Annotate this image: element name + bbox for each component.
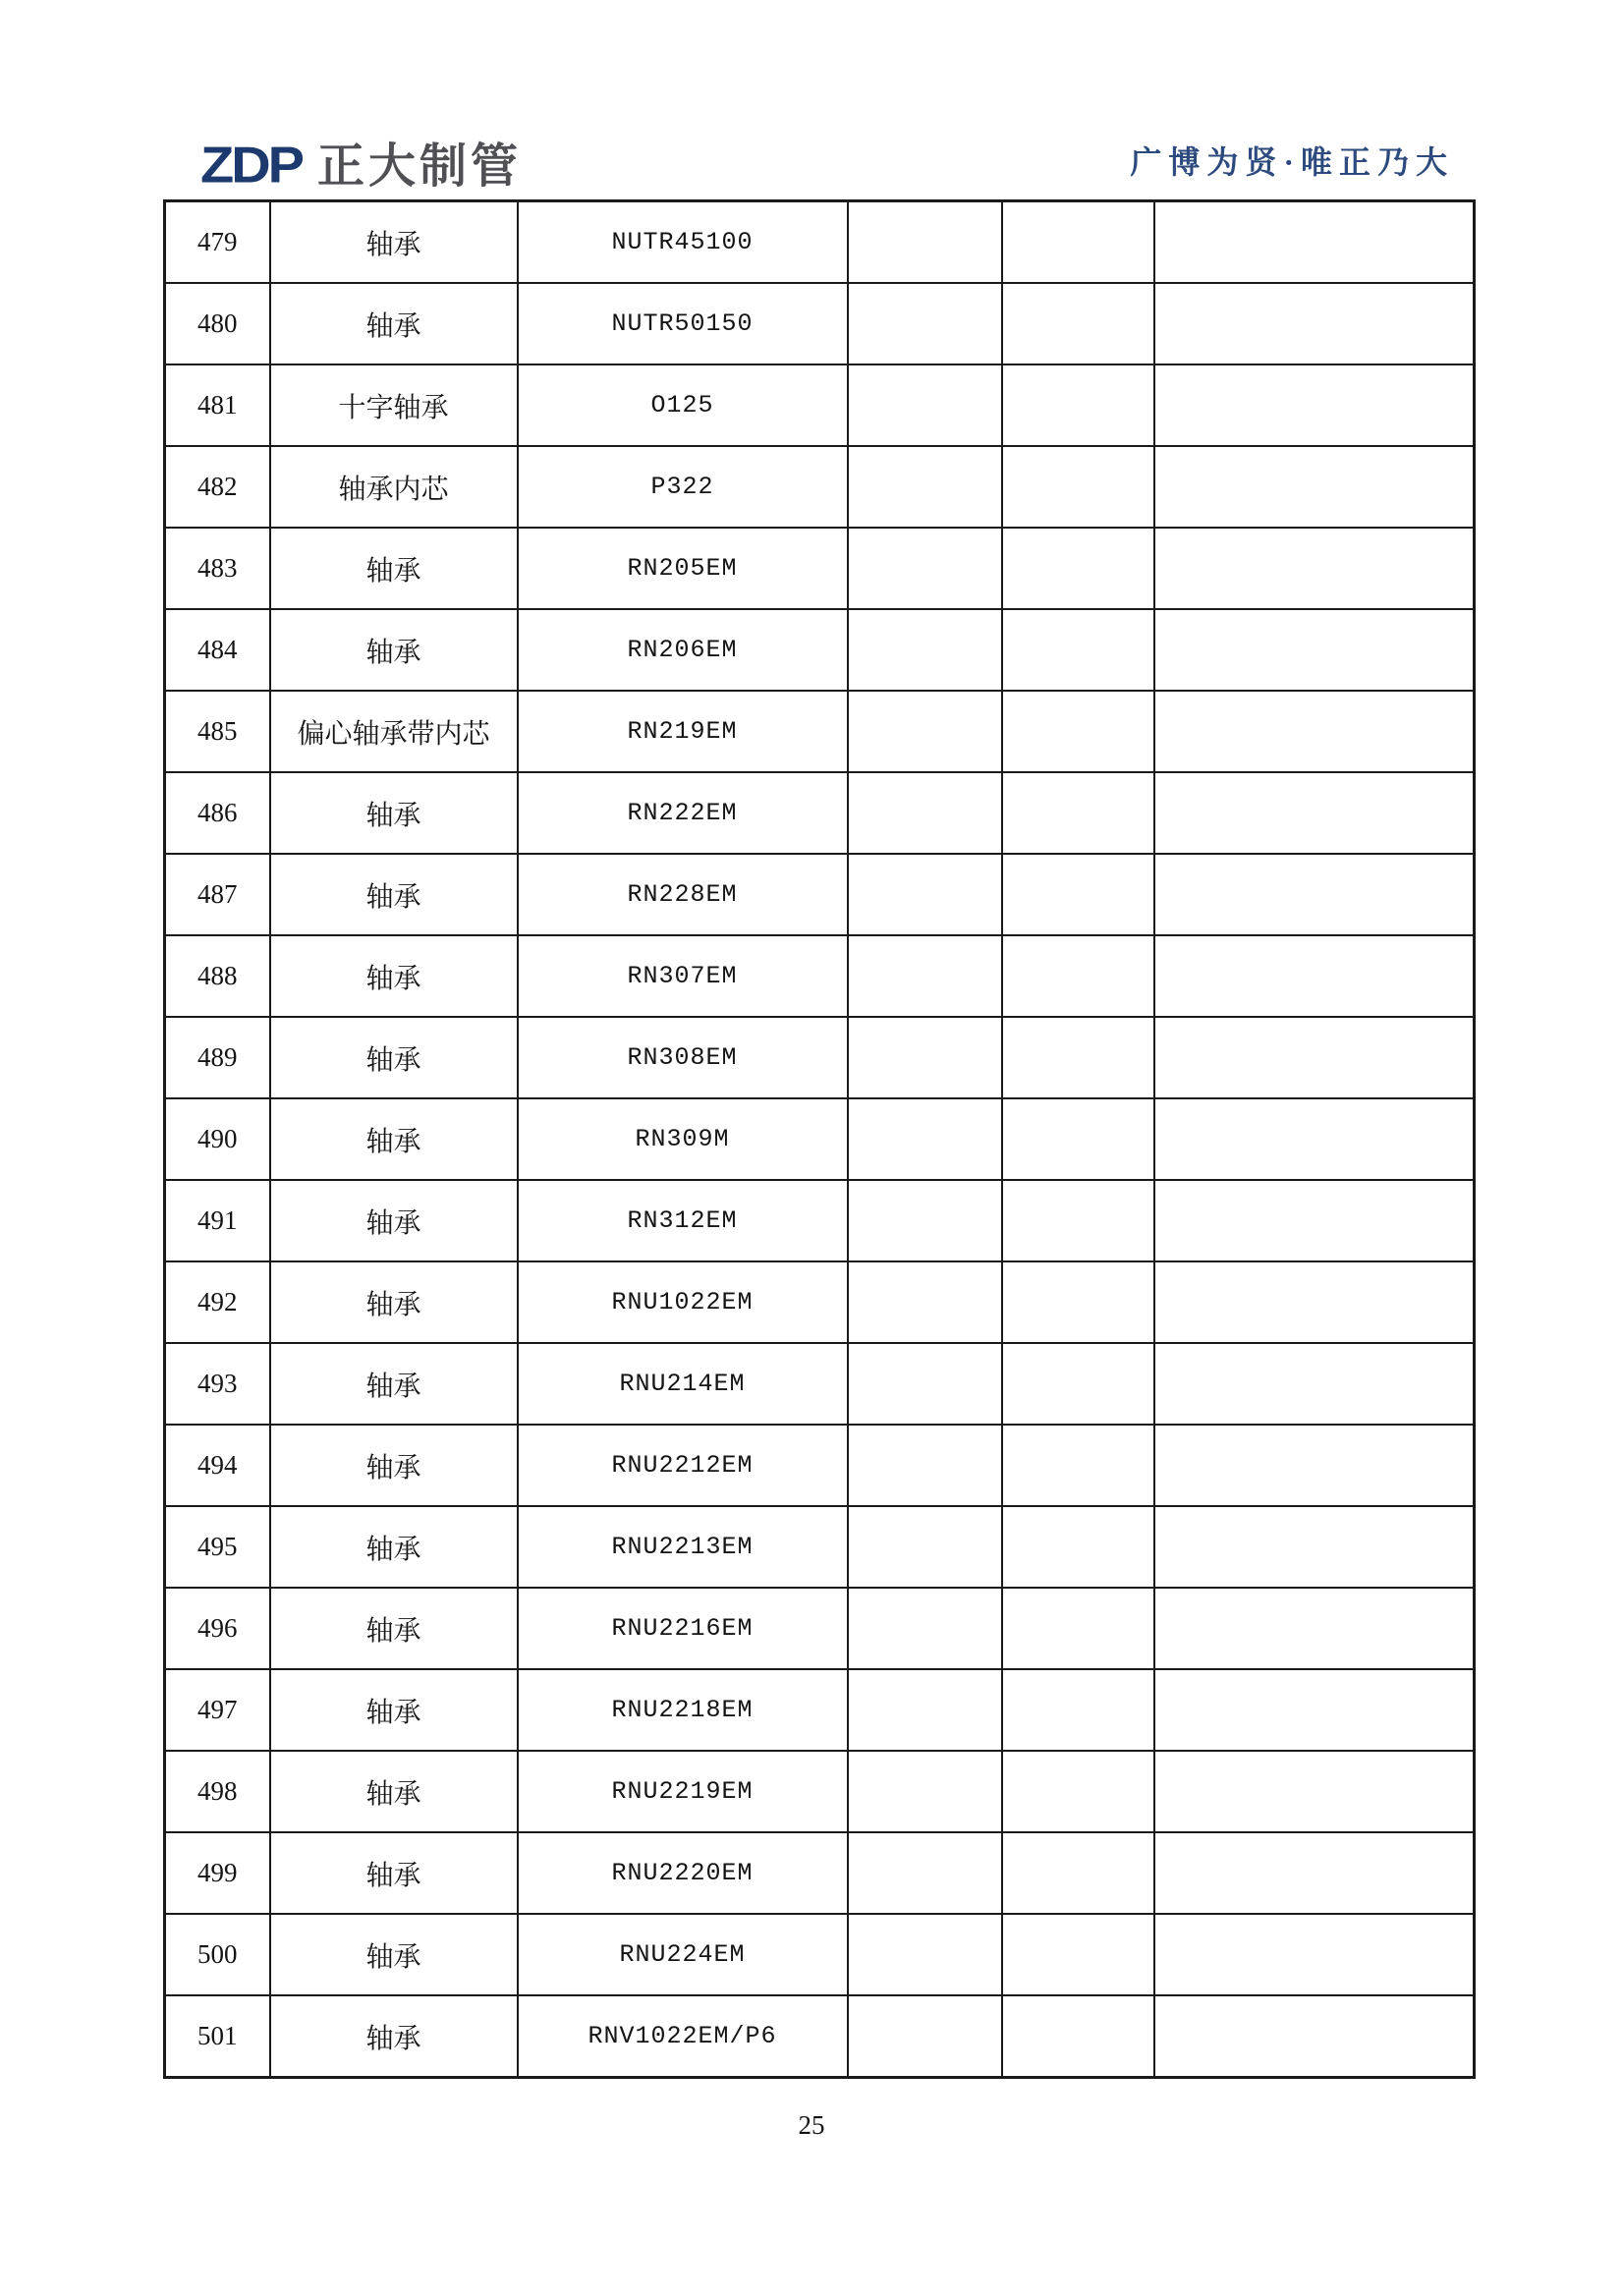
table-row <box>165 1343 1475 1425</box>
table-row <box>165 1588 1475 1669</box>
row-number-cell: 487 <box>165 854 270 935</box>
table-row <box>165 446 1475 528</box>
empty-cell <box>1154 283 1475 364</box>
empty-cell <box>848 1017 1002 1098</box>
table-row <box>165 609 1475 691</box>
model-cell: RNU2212EM <box>518 1425 848 1506</box>
empty-cell <box>1154 1832 1475 1914</box>
model-cell: RN312EM <box>518 1180 848 1261</box>
item-name-cell: 轴承 <box>270 854 518 935</box>
table-row <box>165 201 1475 284</box>
parts-table <box>163 199 1476 2079</box>
empty-cell <box>1154 528 1475 609</box>
empty-cell <box>1154 1017 1475 1098</box>
empty-cell <box>1154 1098 1475 1180</box>
empty-cell <box>1002 364 1154 446</box>
item-name-cell: 偏心轴承带内芯 <box>270 691 518 772</box>
item-name-cell: 轴承 <box>270 1425 518 1506</box>
item-name-cell: 轴承 <box>270 1669 518 1751</box>
model-cell: RN309M <box>518 1098 848 1180</box>
table-row <box>165 1017 1475 1098</box>
empty-cell <box>848 364 1002 446</box>
row-number-cell: 485 <box>165 691 270 772</box>
empty-cell <box>1002 283 1154 364</box>
empty-cell <box>1002 201 1154 284</box>
item-name-cell: 十字轴承 <box>270 364 518 446</box>
model-cell: RN205EM <box>518 528 848 609</box>
table-row <box>165 1832 1475 1914</box>
empty-cell <box>848 691 1002 772</box>
empty-cell <box>1002 1425 1154 1506</box>
table-row <box>165 1995 1475 2078</box>
row-number-cell: 501 <box>165 1995 270 2078</box>
item-name-cell: 轴承 <box>270 935 518 1017</box>
empty-cell <box>1154 935 1475 1017</box>
empty-cell <box>1154 1588 1475 1669</box>
item-name-cell: 轴承 <box>270 1995 518 2078</box>
table-row <box>165 1506 1475 1588</box>
empty-cell <box>1002 1832 1154 1914</box>
empty-cell <box>1154 201 1475 284</box>
empty-cell <box>1002 528 1154 609</box>
row-number-cell: 498 <box>165 1751 270 1832</box>
model-cell: RNU1022EM <box>518 1261 848 1343</box>
header-slogan: 广博为贤·唯正乃大 <box>1130 144 1454 180</box>
table-row <box>165 772 1475 854</box>
empty-cell <box>1002 1261 1154 1343</box>
empty-cell <box>848 1588 1002 1669</box>
item-name-cell: 轴承 <box>270 528 518 609</box>
row-number-cell: 490 <box>165 1098 270 1180</box>
empty-cell <box>1154 1995 1475 2078</box>
row-number-cell: 499 <box>165 1832 270 1914</box>
empty-cell <box>1154 1751 1475 1832</box>
item-name-cell: 轴承内芯 <box>270 446 518 528</box>
table-row <box>165 283 1475 364</box>
empty-cell <box>848 1751 1002 1832</box>
item-name-cell: 轴承 <box>270 283 518 364</box>
table-row <box>165 1180 1475 1261</box>
empty-cell <box>1154 1914 1475 1995</box>
model-cell: RN206EM <box>518 609 848 691</box>
row-number-cell: 493 <box>165 1343 270 1425</box>
row-number-cell: 481 <box>165 364 270 446</box>
row-number-cell: 496 <box>165 1588 270 1669</box>
empty-cell <box>1154 609 1475 691</box>
table-row <box>165 528 1475 609</box>
table-row <box>165 1669 1475 1751</box>
empty-cell <box>1002 446 1154 528</box>
model-cell: O125 <box>518 364 848 446</box>
page-number: 25 <box>798 2110 825 2140</box>
empty-cell <box>1002 1180 1154 1261</box>
table-row <box>165 935 1475 1017</box>
model-cell: NUTR45100 <box>518 201 848 284</box>
empty-cell <box>848 935 1002 1017</box>
model-cell: RN228EM <box>518 854 848 935</box>
empty-cell <box>848 446 1002 528</box>
empty-cell <box>1154 691 1475 772</box>
empty-cell <box>1002 1098 1154 1180</box>
empty-cell <box>848 1995 1002 2078</box>
row-number-cell: 488 <box>165 935 270 1017</box>
empty-cell <box>1002 1588 1154 1669</box>
empty-cell <box>1154 1343 1475 1425</box>
empty-cell <box>1002 691 1154 772</box>
model-cell: RN307EM <box>518 935 848 1017</box>
item-name-cell: 轴承 <box>270 772 518 854</box>
table-row <box>165 1914 1475 1995</box>
empty-cell <box>1002 1914 1154 1995</box>
model-cell: RN308EM <box>518 1017 848 1098</box>
empty-cell <box>1002 772 1154 854</box>
item-name-cell: 轴承 <box>270 1098 518 1180</box>
empty-cell <box>1154 1506 1475 1588</box>
row-number-cell: 484 <box>165 609 270 691</box>
empty-cell <box>1002 854 1154 935</box>
empty-cell <box>1154 854 1475 935</box>
empty-cell <box>1154 1669 1475 1751</box>
row-number-cell: 494 <box>165 1425 270 1506</box>
row-number-cell: 491 <box>165 1180 270 1261</box>
empty-cell <box>1154 1425 1475 1506</box>
empty-cell <box>848 283 1002 364</box>
row-number-cell: 489 <box>165 1017 270 1098</box>
empty-cell <box>1002 1343 1154 1425</box>
table-row <box>165 1098 1475 1180</box>
empty-cell <box>848 201 1002 284</box>
table-row <box>165 1425 1475 1506</box>
item-name-cell: 轴承 <box>270 201 518 284</box>
row-number-cell: 497 <box>165 1669 270 1751</box>
row-number-cell: 486 <box>165 772 270 854</box>
empty-cell <box>1002 935 1154 1017</box>
model-cell: RNU2218EM <box>518 1669 848 1751</box>
item-name-cell: 轴承 <box>270 1588 518 1669</box>
empty-cell <box>848 609 1002 691</box>
item-name-cell: 轴承 <box>270 1914 518 1995</box>
model-cell: RN219EM <box>518 691 848 772</box>
zdp-logo-text: ZDP <box>200 136 302 194</box>
table-row <box>165 691 1475 772</box>
empty-cell <box>1002 1017 1154 1098</box>
empty-cell <box>848 1914 1002 1995</box>
model-cell: RNU2220EM <box>518 1832 848 1914</box>
model-cell: RNU224EM <box>518 1914 848 1995</box>
empty-cell <box>1002 609 1154 691</box>
item-name-cell: 轴承 <box>270 609 518 691</box>
row-number-cell: 482 <box>165 446 270 528</box>
empty-cell <box>848 528 1002 609</box>
empty-cell <box>848 854 1002 935</box>
row-number-cell: 500 <box>165 1914 270 1995</box>
empty-cell <box>1154 1180 1475 1261</box>
empty-cell <box>1154 772 1475 854</box>
empty-cell <box>1002 1506 1154 1588</box>
empty-cell <box>1154 364 1475 446</box>
row-number-cell: 495 <box>165 1506 270 1588</box>
empty-cell <box>848 1669 1002 1751</box>
empty-cell <box>848 1425 1002 1506</box>
empty-cell <box>1154 1261 1475 1343</box>
model-cell: RNV1022EM/P6 <box>518 1995 848 2078</box>
model-cell: RNU2219EM <box>518 1751 848 1832</box>
item-name-cell: 轴承 <box>270 1017 518 1098</box>
empty-cell <box>848 1261 1002 1343</box>
table-row <box>165 364 1475 446</box>
empty-cell <box>848 772 1002 854</box>
empty-cell <box>1002 1669 1154 1751</box>
empty-cell <box>848 1506 1002 1588</box>
model-cell: RNU214EM <box>518 1343 848 1425</box>
empty-cell <box>1002 1995 1154 2078</box>
row-number-cell: 483 <box>165 528 270 609</box>
company-name-text: 正大制管 <box>317 140 523 193</box>
model-cell: NUTR50150 <box>518 283 848 364</box>
row-number-cell: 492 <box>165 1261 270 1343</box>
empty-cell <box>848 1343 1002 1425</box>
empty-cell <box>1154 446 1475 528</box>
model-cell: RN222EM <box>518 772 848 854</box>
row-number-cell: 479 <box>165 201 270 284</box>
item-name-cell: 轴承 <box>270 1343 518 1425</box>
item-name-cell: 轴承 <box>270 1506 518 1588</box>
table-row <box>165 1751 1475 1832</box>
empty-cell <box>848 1098 1002 1180</box>
empty-cell <box>848 1832 1002 1914</box>
table-row <box>165 1261 1475 1343</box>
row-number-cell: 480 <box>165 283 270 364</box>
item-name-cell: 轴承 <box>270 1261 518 1343</box>
company-logo <box>200 136 523 194</box>
item-name-cell: 轴承 <box>270 1751 518 1832</box>
table-row <box>165 854 1475 935</box>
model-cell: P322 <box>518 446 848 528</box>
item-name-cell: 轴承 <box>270 1180 518 1261</box>
model-cell: RNU2216EM <box>518 1588 848 1669</box>
item-name-cell: 轴承 <box>270 1832 518 1914</box>
model-cell: RNU2213EM <box>518 1506 848 1588</box>
empty-cell <box>848 1180 1002 1261</box>
empty-cell <box>1002 1751 1154 1832</box>
parts-table-body <box>165 201 1475 2078</box>
